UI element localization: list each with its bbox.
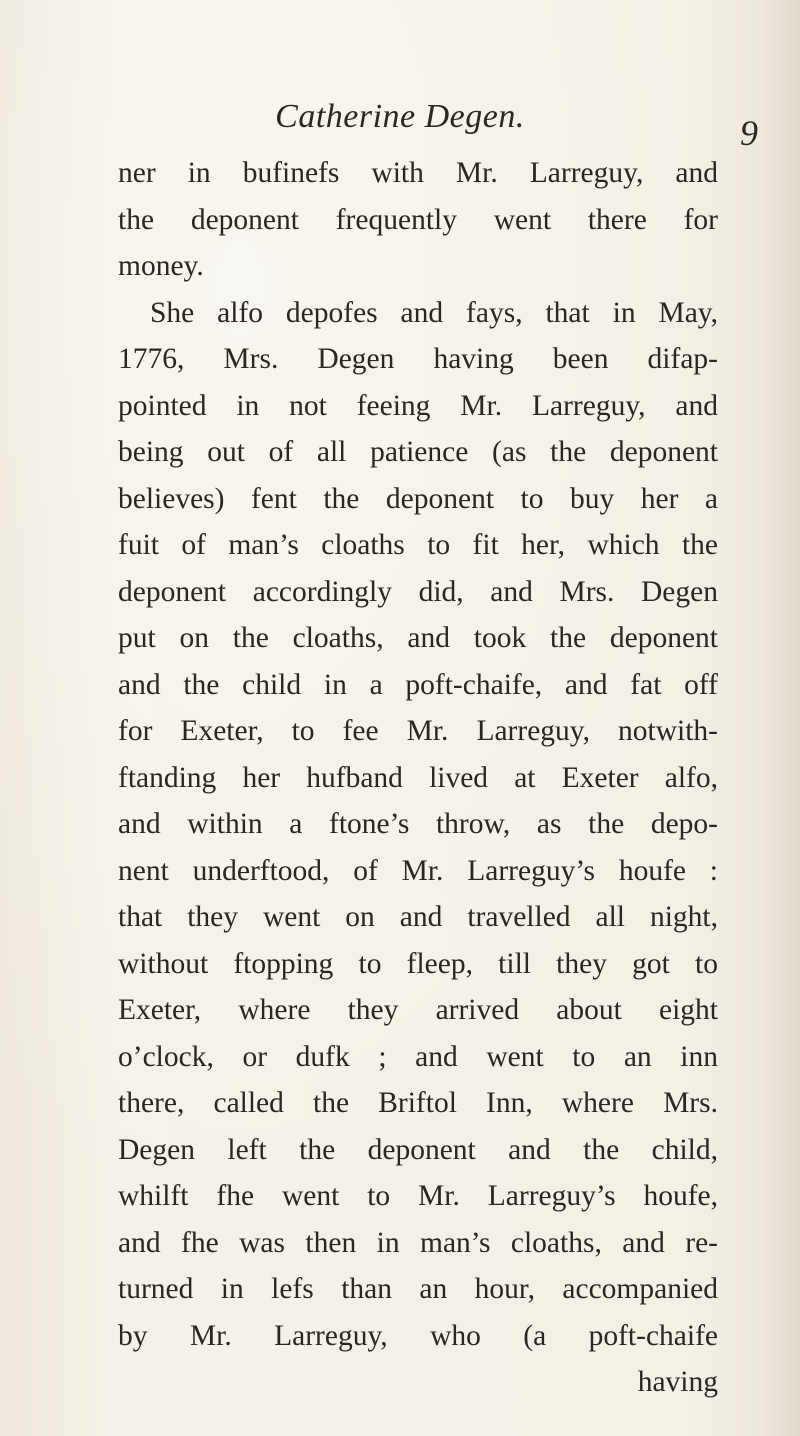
text-line: o’clock, or dufk ; and went to an inn bbox=[118, 1040, 718, 1073]
text-line: deponent accordingly did, and Mrs. Degen bbox=[118, 575, 718, 608]
text-line: She alfo depofes and fays, that in May, bbox=[150, 296, 718, 329]
body-text bbox=[118, 150, 718, 1406]
text-line: nent underftood, of Mr. Larreguy’s houfe : bbox=[118, 854, 718, 887]
running-title: Catherine Degen. bbox=[275, 98, 525, 135]
text-line: and fhe was then in man’s cloaths, and re- bbox=[118, 1226, 718, 1259]
text-line: Degen left the deponent and the child, bbox=[118, 1133, 718, 1166]
text-line: believes) fent the deponent to buy her a bbox=[118, 482, 718, 515]
text-line: without ftopping to fleep, till they got to bbox=[118, 947, 718, 980]
text-line: whilft fhe went to Mr. Larreguy’s houfe, bbox=[118, 1180, 718, 1212]
text-line: for Exeter, to fee Mr. Larreguy, notwith- bbox=[118, 715, 718, 747]
text-line: there, called the Briftol Inn, where Mrs. bbox=[118, 1087, 718, 1119]
text-line: and within a ftone’s throw, as the depo- bbox=[118, 808, 718, 840]
text-line: being out of all patience (as the deponent bbox=[118, 436, 718, 468]
page-edge-shadow bbox=[760, 0, 800, 1436]
page-header bbox=[0, 98, 800, 153]
text-line: ftanding her hufband lived at Exeter alfo, bbox=[118, 761, 718, 794]
text-line: pointed in not feeing Mr. Larreguy, and bbox=[118, 389, 718, 422]
text-line: turned in lefs than an hour, accompanied bbox=[118, 1273, 718, 1305]
text-line: put on the cloaths, and took the deponent bbox=[118, 622, 718, 654]
text-line: by Mr. Larreguy, who (a poft-chaife bbox=[118, 1319, 718, 1352]
text-line: and the child in a poft-chaife, and fat off bbox=[118, 668, 718, 701]
text-line: Exeter, where they arrived about eight bbox=[118, 994, 718, 1026]
text-line: money. bbox=[118, 250, 204, 282]
text-line: fuit of man’s cloaths to fit her, which the bbox=[118, 529, 718, 561]
text-line: 1776, Mrs. Degen having been difap- bbox=[118, 343, 718, 375]
text-line: the deponent frequently went there for bbox=[118, 203, 718, 236]
catchword: having bbox=[637, 1366, 718, 1398]
text-line: that they went on and travelled all night, bbox=[118, 901, 718, 933]
page-number: 9 bbox=[740, 113, 758, 153]
text-line: ner in bufinefs with Mr. Larreguy, and bbox=[118, 157, 718, 189]
